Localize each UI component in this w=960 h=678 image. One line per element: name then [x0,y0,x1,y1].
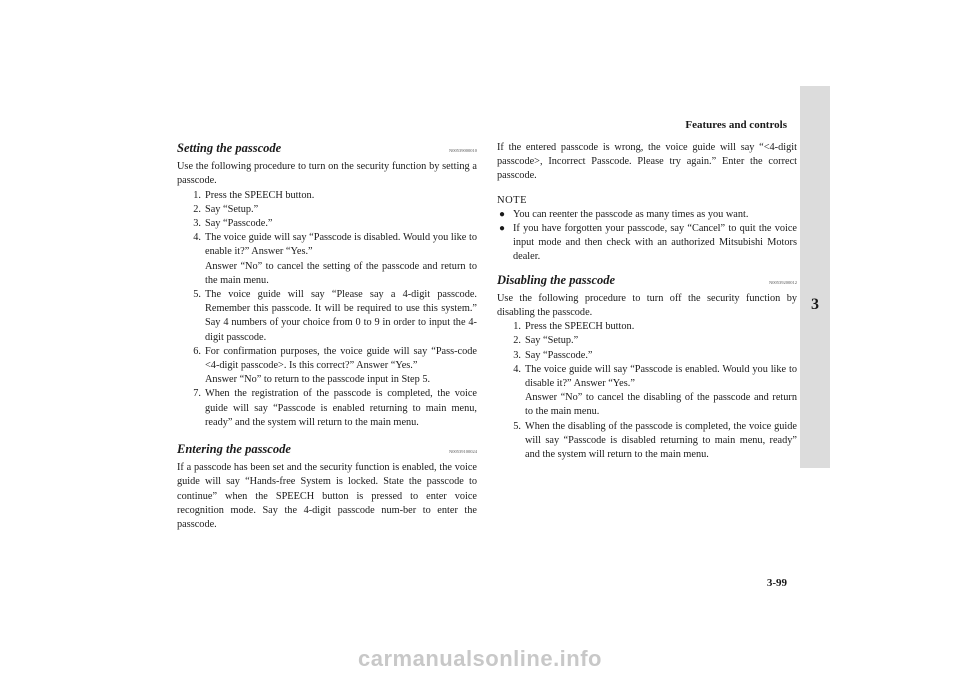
note-bullet [497,222,797,265]
step-main: For confirmation purposes, the voice guide will say “Pass-code <4-digit passcode>. Is this correct?” Answer “Yes.” [205,345,477,372]
step-main: The voice guide will say “Passcode is enabled. Would you like to disable it?” Answer “Yes.” [525,363,797,390]
step-extra: Answer “No” to cancel the disabling of the passcode and return to the main menu. [525,392,797,418]
section-code: N00539000010 [449,148,477,153]
step-number: 1. [193,189,201,201]
step-number: 4. [513,363,521,375]
step-item [497,320,797,334]
note-bullet [497,208,797,222]
step-extra: Answer “No” to cancel the setting of the passcode and return to the main menu. [205,260,477,286]
right-column [497,141,797,462]
bullet-icon: ● [499,223,506,235]
heading-disabling-passcode: Disabling the passcode [497,272,616,287]
note-text: You can reenter the passcode as many times as you want. [513,208,749,220]
step-text: Say “Setup.” [525,335,579,347]
bullet-icon: ● [499,208,506,220]
step-number: 5. [513,420,521,432]
step-number: 3. [193,218,201,230]
section-code: N00539100024 [449,449,477,455]
step-extra: Answer “No” to return to the passcode input in Step 5. [205,374,431,386]
disabling-intro: Use the following procedure to turn off the security function by disabling the passcode. [497,292,797,319]
setting-steps [177,189,477,430]
chapter-tab [800,86,830,468]
step-item [177,189,477,203]
step-number: 2. [513,335,521,347]
running-header: Features and controls [685,119,787,131]
step-item [177,387,477,430]
disabling-steps [497,320,797,462]
page-number: 3-99 [766,577,787,589]
step-text [205,345,477,388]
section-heading-disabling [497,273,797,290]
step-main: The voice guide will say “Passcode is disabled. Would you like to enable it?” Answer “Yes.” [205,232,477,258]
step-text: Say “Passcode.” [525,349,593,361]
step-number: 3. [513,349,521,361]
chapter-number: 3 [811,296,819,313]
step-text [205,231,477,288]
watermark-text: carmanualsonline.info [358,646,602,671]
step-text: Say “Setup.” [205,203,259,215]
step-number: 7. [193,388,201,400]
step-text: Press the SPEECH button. [525,321,635,333]
step-item [497,334,797,348]
step-item [177,231,477,288]
step-text: The voice guide will say “Please say a 4-digit passcode. Remember this passcode. It will be required to use this system.” Say 4 numbers of your choice from 0 to 9 in order to input the 4-digit passcode. [205,289,477,343]
step-text: When the disabling of the passcode is completed, the voice guide will say “Passcode is disabled returning to main menu, ready” and the system will return to the main menu. [525,420,797,461]
step-item [497,349,797,363]
step-item [177,345,477,388]
step-item [177,203,477,217]
step-text: Press the SPEECH button. [205,189,315,201]
heading-entering-passcode: Entering the passcode [177,442,291,457]
step-number: 4. [193,232,201,244]
step-number: 5. [193,289,201,301]
entering-body: If a passcode has been set and the security function is enabled, the voice guide will say “Hands-free System is locked. State the passcode to continue” when the SPEECH button is pressed to enter voice recognition mode. Say the 4-digit passcode num-ber to enter the passcode. [177,462,477,531]
left-column [177,141,477,532]
heading-setting-passcode: Setting the passcode [177,141,282,155]
section-heading-entering [177,442,477,459]
step-item [177,217,477,231]
section-heading-setting [177,141,477,158]
step-text [525,363,797,420]
setting-intro: Use the following procedure to turn on the security function by setting a passcode. [177,161,477,187]
step-text: When the registration of the passcode is completed, the voice guide will say “Passcode is enabled returning to main menu, ready” and the system will return to the main menu. [205,388,477,428]
step-number: 6. [193,345,201,357]
step-number: 1. [513,321,521,333]
step-number: 2. [193,203,201,215]
step-text: Say “Passcode.” [205,218,273,230]
section-code: N00539200012 [769,279,797,285]
step-item [497,420,797,463]
wrong-passcode-text: If the entered passcode is wrong, the voice guide will say “<4-digit passcode>, Incorrect Passcode. Please try again.” Enter the correct passcode. [497,142,797,182]
note-text: If you have forgotten your passcode, say “Cancel” to quit the voice input mode and then check with an authorized Mitsubishi Motors dealer. [513,223,797,263]
step-item [497,363,797,420]
note-label: NOTE [497,194,527,206]
step-item [177,288,477,345]
